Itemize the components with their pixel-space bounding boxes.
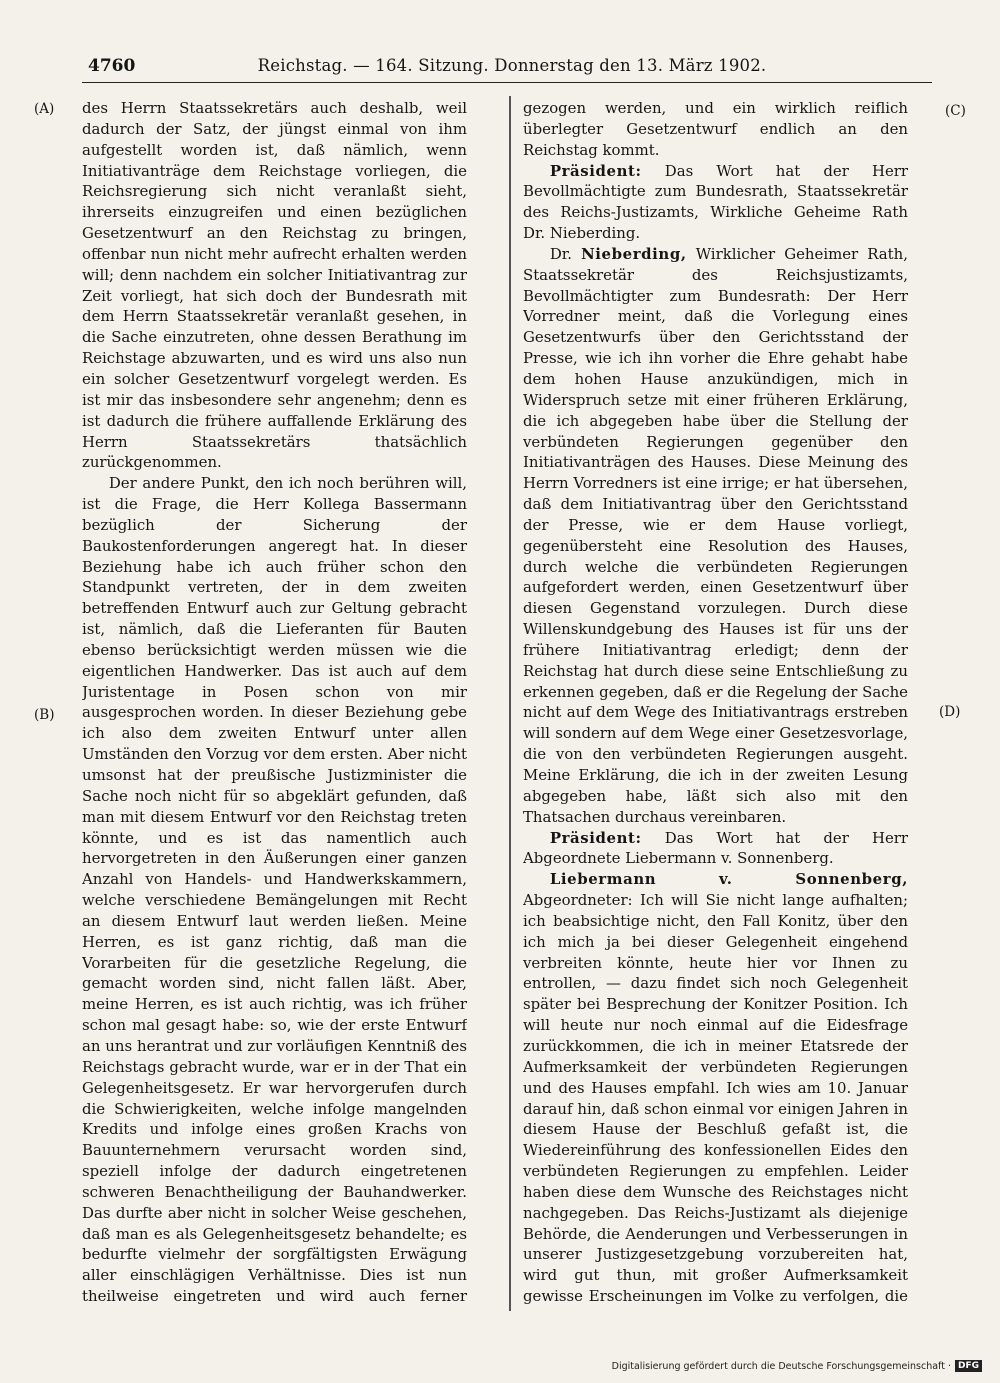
speaker-name: Präsident: — [549, 161, 642, 180]
margin-marker-b: (B) — [34, 707, 55, 723]
digitization-footer — [612, 1360, 982, 1372]
speech-text: Abgeordneter: Ich will Sie nicht lange aufhalten; ich beabsichtige nicht, den Fall Konitz, über den ich mich ja bei dieser Gelegenheit eingehend verbreiten könnte, heute hier vor Ihnen zu entrollen, — dazu findet sich noch Gelegenheit später bei Besprechung der Konitzer Position. Ich will heute nur noch einmal auf die Eidesfrage zurückkommen, die ich in meiner Etatsrede der Aufmerksamkeit der verbündeten Regierungen und des Hauses empfahl. Ich wies am 10. Januar darauf hin, daß schon einmal vor einigen Jahren in diesem Hause der Beschluß gefaßt ist, die Wiedereinführung des konfessionellen Eides den verbündeten Regierungen zu empfehlen. Leider haben diese dem Wunsche des Reichstages nicht nachgegeben. Das Reichs-Justizamt als diejenige Behörde, die Aenderungen und Verbesserungen in unserer Justizgesetzgebung vorzubereiten hat, wird gut thun, mit großer Aufmerksamkeit gewisse Erscheinungen im Volke zu verfolgen, die — [523, 891, 908, 1306]
margin-marker-a: (A) — [34, 101, 55, 117]
speech-text: Das Wort hat der Herr Bevollmächtigte zum Bundesrath, Staatssekretär des Reichs-Justizamts, Wirkliche Geheime Rath Dr. Nieberding. — [523, 161, 908, 243]
page-number: 4760 — [88, 56, 136, 76]
margin-marker-c: (C) — [945, 103, 966, 119]
paragraph: gezogen werden, und ein wirklich reiflich überlegter Gesetzentwurf endlich an den Reichstag kommt. — [523, 99, 908, 159]
paragraph: Der andere Punkt, den ich noch berühren will, ist die Frage, die Herr Kollega Bassermann bezüglich der Sicherung der Baukostenforderungen angeregt hat. In dieser Beziehung habe ich auch früher schon den Standpunkt vertreten, der in dem zweiten betreffenden Entwurf auch zur Geltung gebracht ist, nämlich, daß die Lieferanten für Bauten ebenso berücksichtigt werden müssen wie die eigentlichen Handwerker. Das ist auch auf dem Juristentage in Posen schon von mir ausgesprochen worden. In dieser Beziehung gebe ich also dem zweiten Entwurf unter allen Umständen den Vorzug vor dem ersten. Aber nicht umsonst hat der preußische Justizminister die Sache noch nicht für so abgeklärt gefunden, daß man mit diesem Entwurf vor den Reichstag treten könnte, und es ist das namentlich auch hervorgetreten in den Äußerungen einer ganzen Anzahl von Handels- und Handwerkskammern, welche verschiedene Bemängelungen mit Recht an diesem Entwurf laut werden ließen. Meine Herren, es ist ganz richtig, daß man die Vorarbeiten für die gesetzliche Regelung, die gemacht worden sind, nicht fallen läßt. Aber, meine Herren, es ist auch richtig, was ich früher schon mal gesagt habe: so, wie der erste Entwurf an uns herantrat und zur vorläufigen Kenntniß des Reichstags gebracht wurde, war er in der That ein Gelegenheitsgesetz. Er war hervorgerufen durch die Schwierigkeiten, welche infolge mangelnden Kredits und infolge eines großen Krachs von Bauunternehmern verursacht worden sind, speziell infolge der dadurch eingetretenen schweren Benachtheiligung der Bauhandwerker. Das durfte aber nicht in solcher Weise geschehen, daß man es als Gelegenheitsgesetz behandelte; es bedurfte vielmehr der sorgfältigsten Erwägung aller einschlägigen Verhältnisse. Dies ist nun theilweise eingetreten und wird auch ferner — [82, 474, 467, 1306]
margin-marker-d: (D) — [939, 704, 961, 720]
speaker-name: Nieberding, — [581, 244, 687, 263]
speaker-name: Präsident: — [549, 828, 642, 847]
footer-text: Digitalisierung gefördert durch die Deutsche Forschungsgemeinschaft · — [611, 1360, 951, 1372]
page-header — [82, 52, 932, 83]
speech-paragraph — [523, 828, 908, 870]
speech-text: Das Wort hat der Herr Abgeordnete Liebermann v. Sonnenberg. — [523, 828, 908, 868]
dfg-logo: DFG — [955, 1360, 982, 1372]
column-divider — [509, 96, 511, 1311]
speech-paragraph — [523, 161, 908, 244]
paragraph: des Herrn Staatssekretärs auch deshalb, weil dadurch der Satz, der jüngst einmal von ihm aufgestellt worden ist, daß nämlich, wenn Initiativanträge dem Reichstage vorliegen, die Reichsregierung sich nicht veranlaßt sieht, ihrerseits einzugreifen und einen bezüglichen Gesetzentwurf an den Reichstag zu bringen, offenbar nun nicht mehr aufrecht erhalten werden will; denn nachdem ein solcher Initiativantrag zur Zeit vorliegt, hat sich doch der Bundesrath mit dem Herrn Staatssekretär veranlaßt gesehen, in die Sache einzutreten, ohne dessen Berathung im Reichstage abzuwarten, und es wird uns also nun ein solcher Gesetzentwurf vorgelegt werden. Es ist mir das insbesondere sehr angenehm; denn es ist dadurch die frühere auffallende Erklärung des Herrn Staatssekretärs thatsächlich zurückgenommen. — [82, 99, 467, 472]
speech-paragraph — [523, 869, 908, 1308]
speaker-title: Dr. — [549, 244, 582, 263]
running-head: Reichstag. — 164. Sitzung. Donnerstag den 13. März 1902. — [257, 56, 767, 75]
left-column — [82, 98, 467, 1308]
speech-text: Wirklicher Geheimer Rath, Staatssekretär des Reichsjustizamts, Bevollmächtigter zum Bundesrath: Der Herr Vorredner meint, daß die Vorlegung eines Gesetzentwurfs über den Gerichtsstand der Presse, wie ich ihn vorher die Ehre gehabt habe dem hohen Hause anzukündigen, mich in Widerspruch setze mit einer früheren Erklärung, die ich abgegeben habe über die Stellung der verbündeten Regierungen gegenüber den Initiativanträgen des Hauses. Diese Meinung des Herrn Vorredners ist eine irrige; er hat übersehen, daß dem Initiativantrag über den Gerichtsstand der Presse, wie er dem Hause vorliegt, gegenübersteht eine Resolution des Hauses, durch welche die verbündeten Regierungen aufgefordert werden, einen Gesetzentwurf über diesen Gegenstand vorzulegen. Durch diese Willenskundgebung des Hauses ist für uns der frühere Initiativantrag erledigt; denn der Reichstag hat durch diese seine Entschließung zu erkennen gegeben, daß er die Regelung der Sache nicht auf dem Wege des Initiativantrags erstreben will sondern auf dem Wege einer Gesetzesvorlage, die von den verbündeten Regierungen ausgeht. Meine Erklärung, die ich in der zweiten Lesung abgegeben habe, läßt sich also mit den Thatsachen durchaus vereinbaren. — [523, 244, 908, 826]
speech-paragraph — [523, 244, 908, 828]
right-column — [523, 98, 908, 1308]
speaker-name: Liebermann v. Sonnenberg, — [549, 870, 908, 889]
